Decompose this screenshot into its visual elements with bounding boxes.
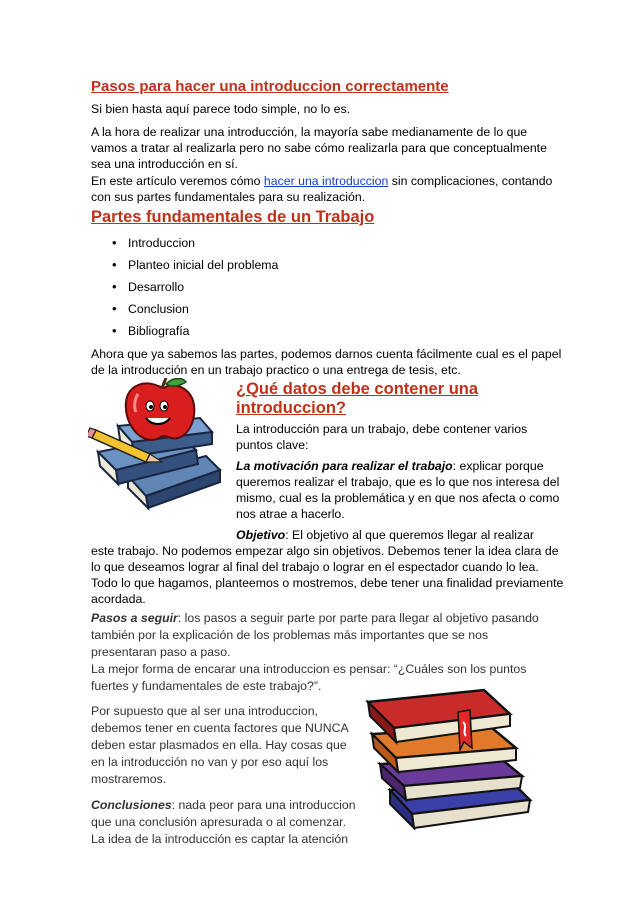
- datos-intro-line: puntos clave:: [236, 438, 309, 452]
- section-title-partes: Partes fundamentales de un Trabajo: [91, 208, 375, 226]
- motivacion-label: La motivación para realizar el trabajo: [236, 459, 453, 473]
- objetivo-line: Todo lo que hagamos, planteemos o mostremos, debe tener una finalidad previamente: [91, 576, 564, 590]
- objetivo-line: este trabajo. No podemos empezar algo sin objetivos. Debemos tener la idea clara de: [91, 544, 559, 558]
- list-item: • Desarrollo: [128, 280, 184, 294]
- page-title: Pasos para hacer una introduccion correctamente: [91, 78, 449, 95]
- objetivo-label: Objetivo: [236, 528, 286, 542]
- pasos-paragraph: [91, 610, 539, 627]
- books-stack-clipart: [360, 672, 546, 832]
- conclusiones-line: que una conclusión apresurada o al comenzar.: [91, 815, 346, 829]
- objetivo-line: acordada.: [91, 592, 146, 606]
- intro3-text: En este artículo veremos cómo: [91, 174, 264, 188]
- supuesto-line: debemos tener en cuenta factores que NUNCA: [91, 721, 349, 735]
- section-title-line: ¿Qué datos debe contener una: [236, 380, 479, 398]
- after-parts-line: Ahora que ya sabemos las partes, podemos darnos cuenta fácilmente cual es el papel: [91, 347, 562, 361]
- list-item: • Introduccion: [128, 236, 195, 250]
- supuesto-line: en la introducción no van y por eso aquí los: [91, 755, 329, 769]
- intro-paragraph-2-line: sea una introducción en sí.: [91, 157, 238, 171]
- motivacion-line: nos atrae a hacerlo.: [236, 507, 345, 521]
- list-item: • Bibliografía: [128, 324, 190, 338]
- objetivo-paragraph: [236, 527, 534, 543]
- motivacion-paragraph: [236, 458, 544, 474]
- motivacion-line: mismo, cual es la problemática y en que nos afecta o como: [236, 491, 560, 505]
- section-title-line: introduccion?: [236, 399, 346, 417]
- intro-paragraph-2-line: vamos a tratar al realizarla pero no sabe cómo realizarla para que conceptualmente: [91, 141, 547, 155]
- hacer-introduccion-link[interactable]: hacer una introduccion: [263, 174, 389, 188]
- motivacion-text: : explicar porque: [452, 459, 544, 473]
- objetivo-line: lo que deseamos lograr al final del trabajo o lograr en el espectador cuando lo lea.: [91, 560, 539, 574]
- supuesto-line: deben estar plasmados en ella. Hay cosas que: [91, 738, 347, 752]
- pasos-label: Pasos a seguir: [91, 611, 178, 625]
- apple-books-clipart: [88, 378, 234, 516]
- conclusiones-text: : nada peor para una introduccion: [171, 798, 356, 812]
- list-item: • Conclusion: [128, 302, 189, 316]
- after-parts-line: de la introducción en un trabajo practico o una entrega de tesis, etc.: [91, 363, 461, 377]
- section-title-datos: [236, 380, 478, 418]
- pasos-line: fuertes y fundamentales de este trabajo?”.: [91, 679, 322, 693]
- conclusiones-line: La idea de la introducción es captar la atención: [91, 832, 349, 846]
- pasos-text: : los pasos a seguir parte por parte para llegar al objetivo pasando: [177, 611, 539, 625]
- motivacion-line: queremos realizar el trabajo, que es lo que nos interesa del: [236, 475, 560, 489]
- intro-paragraph-1: Si bien hasta aquí parece todo simple, no lo es.: [91, 102, 351, 116]
- intro-paragraph-3-line: con sus partes fundamentales para su realización.: [91, 190, 366, 204]
- intro-paragraph-3: [91, 173, 552, 189]
- conclusiones-paragraph: [91, 797, 356, 814]
- pasos-line: La mejor forma de encarar una introduccion es pensar: “¿Cuáles son los puntos: [91, 662, 527, 676]
- supuesto-line: mostraremos.: [91, 772, 167, 786]
- list-item: • Planteo inicial del problema: [128, 258, 278, 272]
- objetivo-text: : El objetivo al que queremos llegar al realizar: [285, 528, 535, 542]
- supuesto-line: Por supuesto que al ser una introduccion,: [91, 704, 318, 718]
- intro-paragraph-2-line: A la hora de realizar una introducción, la mayoría sabe medianamente de lo que: [91, 125, 528, 139]
- datos-intro-line: La introducción para un trabajo, debe contener varios: [236, 422, 528, 436]
- intro3-text: sin complicaciones, contando: [388, 174, 553, 188]
- pasos-line: también por la explicación de los problemas más importantes que se nos: [91, 628, 489, 642]
- conclusiones-label: Conclusiones: [91, 798, 172, 812]
- pasos-line: presentaran paso a paso.: [91, 645, 231, 659]
